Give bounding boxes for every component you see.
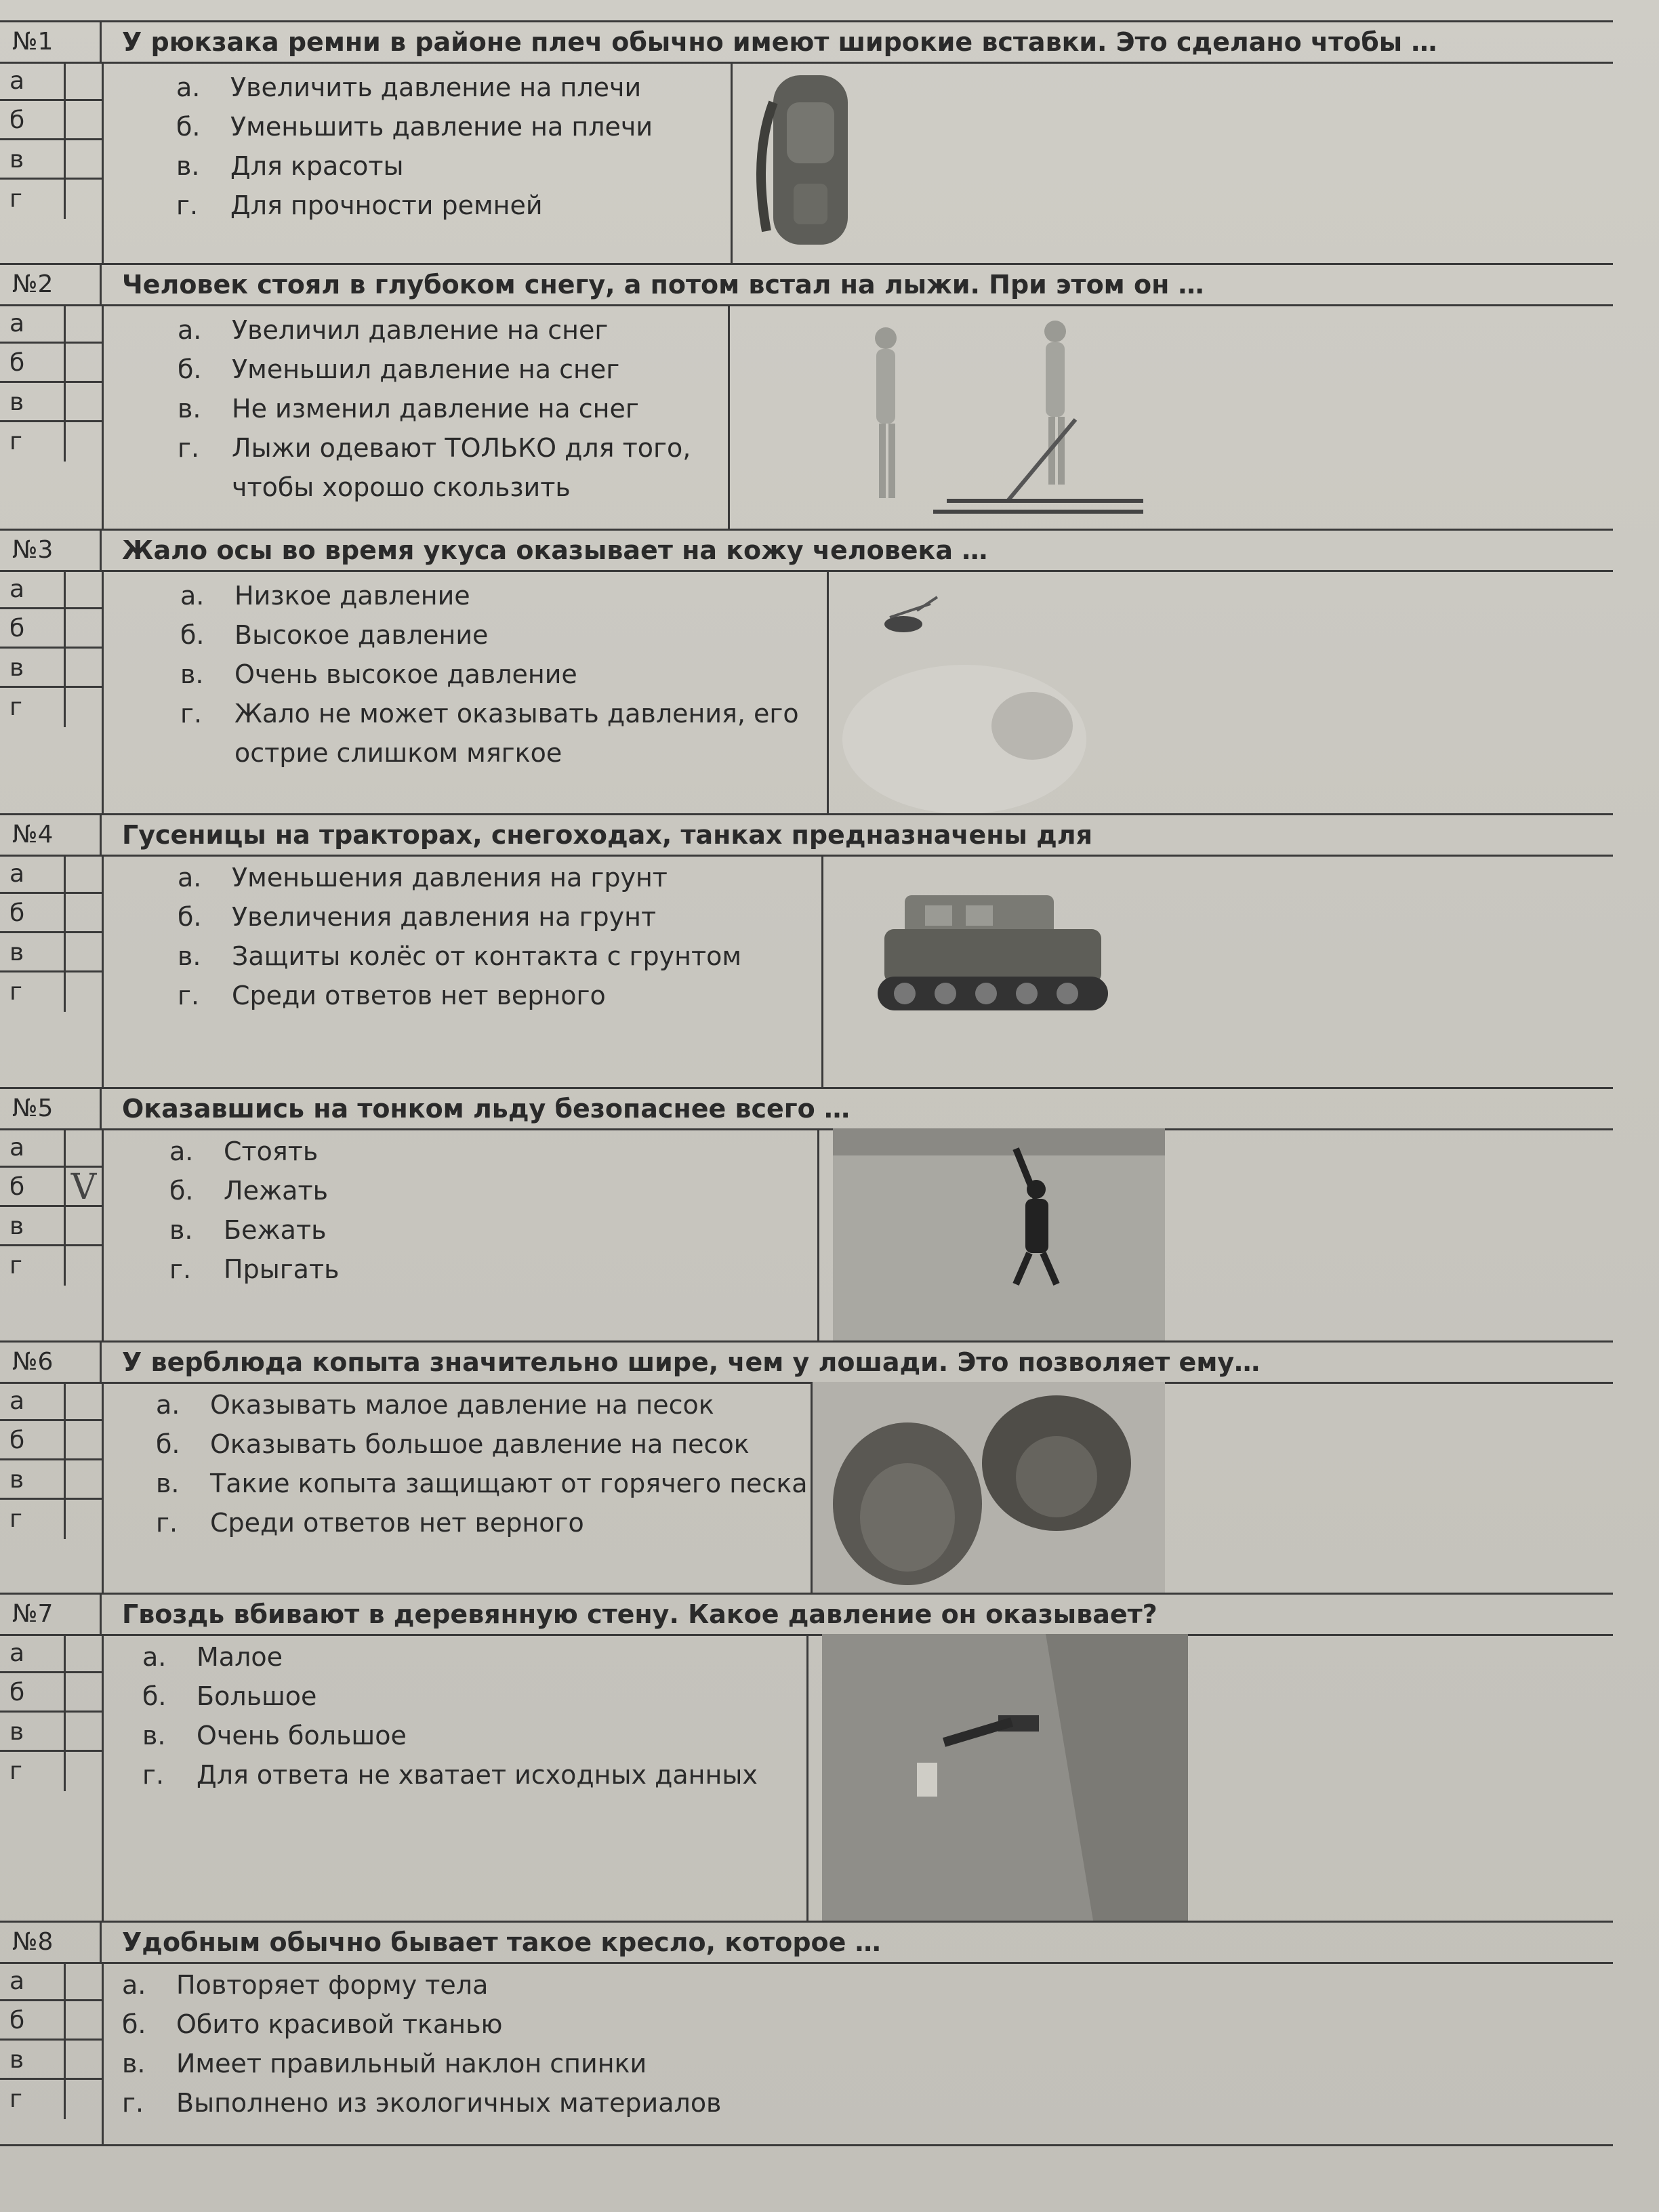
question-header xyxy=(0,1340,1613,1384)
tracked-vehicle-image xyxy=(821,855,1614,1087)
answer-box-a[interactable]: а xyxy=(0,304,102,344)
check-cell[interactable] xyxy=(64,649,102,688)
answer-letter-column xyxy=(0,62,104,263)
answer-box-b[interactable]: б V xyxy=(0,1168,102,1207)
question-number: №4 xyxy=(0,815,102,855)
check-cell[interactable] xyxy=(64,2080,102,2119)
check-cell[interactable] xyxy=(64,2001,102,2041)
question-text: У верблюда копыта значительно шире, чем у лошади. Это позволяет ему… xyxy=(122,1347,1261,1377)
answer-letter-column xyxy=(0,1382,104,1593)
check-cell[interactable] xyxy=(64,1752,102,1791)
check-mark[interactable]: V xyxy=(64,1168,102,1207)
answer-box-g[interactable]: г xyxy=(0,180,102,219)
check-cell[interactable] xyxy=(64,304,102,344)
question-text: Гвоздь вбивают в деревянную стену. Какое давление он оказывает? xyxy=(122,1599,1158,1629)
answer-letter-column xyxy=(0,1634,104,1921)
answer-box-v[interactable]: в xyxy=(0,2041,102,2080)
answer-box-b[interactable]: б xyxy=(0,344,102,383)
question-text: Гусеницы на тракторах, снегоходах, танках предназначены для xyxy=(122,820,1093,850)
check-cell[interactable] xyxy=(64,1246,102,1286)
check-cell[interactable] xyxy=(64,2041,102,2080)
question-header xyxy=(0,1593,1613,1636)
question-number: №3 xyxy=(0,531,102,570)
check-cell[interactable] xyxy=(64,1634,102,1673)
check-cell[interactable] xyxy=(64,180,102,219)
question-number: №5 xyxy=(0,1089,102,1128)
answer-box-v[interactable]: в xyxy=(0,140,102,180)
answer-box-a[interactable]: а xyxy=(0,570,102,609)
question-number: №1 xyxy=(0,22,102,62)
answer-box-v[interactable]: в xyxy=(0,649,102,688)
check-cell[interactable] xyxy=(64,422,102,462)
check-cell[interactable] xyxy=(64,1421,102,1460)
question-number: №6 xyxy=(0,1343,102,1382)
check-cell[interactable] xyxy=(64,1128,102,1168)
question-header xyxy=(0,263,1613,306)
check-cell[interactable] xyxy=(64,101,102,140)
answer-letter-column xyxy=(0,1128,104,1340)
answer-box-g[interactable]: г xyxy=(0,1246,102,1286)
question-number: №7 xyxy=(0,1595,102,1634)
answer-box-g[interactable]: г xyxy=(0,1752,102,1791)
answer-box-b[interactable]: б xyxy=(0,609,102,649)
question-text: Жало осы во время укуса оказывает на кожу человека … xyxy=(122,535,988,565)
wasp-image xyxy=(827,570,1614,813)
question-header xyxy=(0,1921,1613,1964)
answer-box-a[interactable]: а xyxy=(0,62,102,101)
skier-image xyxy=(728,304,1614,529)
check-cell[interactable] xyxy=(64,344,102,383)
question-header xyxy=(0,529,1613,572)
answer-letter-column xyxy=(0,1962,104,2144)
question-text: Оказавшись на тонком льду безопаснее всего … xyxy=(122,1094,851,1124)
question-4: №4 Гусеницы на тракторах, снегоходах, танках предназначены для а б в г а. Уменьшения давления на грунт б. Увеличения давления на грунт в. Защиты колёс от контакта с грунтом г. Среди ответов нет верного xyxy=(0,813,1613,1089)
hammer-nail-image xyxy=(806,1634,1614,1921)
thin-ice-image xyxy=(817,1128,1614,1340)
check-cell[interactable] xyxy=(64,1962,102,2001)
question-8: №8 Удобным обычно бывает такое кресло, которое … а б в г а. Повторяет форму тела б. Обито красивой тканью в. Имеет правильный наклон спинки г. Выполнено из экологичных материалов xyxy=(0,1921,1613,2146)
answer-box-v[interactable]: в xyxy=(0,1207,102,1246)
answer-box-a[interactable]: а xyxy=(0,1382,102,1421)
question-5: №5 Оказавшись на тонком льду безопаснее всего … а б V в г а. Стоять б. Лежать в. Бежать г. Прыгать xyxy=(0,1087,1613,1343)
answer-box-a[interactable]: а xyxy=(0,1128,102,1168)
check-cell[interactable] xyxy=(64,972,102,1012)
backpack-image xyxy=(731,62,1614,263)
question-1: №1 У рюкзака ремни в районе плеч обычно имеют широкие вставки. Это сделано чтобы … а б в г а. Увеличить давление на плечи б. Уменьшить давление на плечи в. Для красоты г. Для прочности ремней xyxy=(0,20,1613,265)
answer-box-a[interactable]: а xyxy=(0,1962,102,2001)
answer-box-b[interactable]: б xyxy=(0,1673,102,1713)
answer-box-b[interactable]: б xyxy=(0,2001,102,2041)
check-cell[interactable] xyxy=(64,1500,102,1539)
question-7: №7 Гвоздь вбивают в деревянную стену. Какое давление он оказывает? а б в г а. Малое б. Большое в. Очень большое г. Для ответа не хватает исходных данных xyxy=(0,1593,1613,1923)
check-cell[interactable] xyxy=(64,383,102,422)
answer-box-a[interactable]: а xyxy=(0,855,102,894)
question-header xyxy=(0,1087,1613,1130)
question-text: Удобным обычно бывает такое кресло, которое … xyxy=(122,1927,881,1957)
question-6: №6 У верблюда копыта значительно шире, чем у лошади. Это позволяет ему… а б в г а. Оказывать малое давление на песок б. Оказывать большое давление на песок в. Такие копыта защищают от горячего песка г. Среди ответов нет верного xyxy=(0,1340,1613,1595)
question-text: Человек стоял в глубоком снегу, а потом встал на лыжи. При этом он … xyxy=(122,270,1204,300)
answer-box-g[interactable]: г xyxy=(0,972,102,1012)
question-text: У рюкзака ремни в районе плеч обычно имеют широкие вставки. Это сделано чтобы … xyxy=(122,27,1437,57)
check-cell[interactable] xyxy=(64,1382,102,1421)
question-header xyxy=(0,813,1613,857)
answer-box-g[interactable]: г xyxy=(0,1500,102,1539)
answer-box-b[interactable]: б xyxy=(0,1421,102,1460)
question-number: №2 xyxy=(0,265,102,304)
check-cell[interactable] xyxy=(64,1207,102,1246)
question-3: №3 Жало осы во время укуса оказывает на кожу человека … а б в г а. Низкое давление б. Высокое давление в. Очень высокое давление г. Жало не может оказывать давления, его острие слишком мягкое xyxy=(0,529,1613,815)
check-cell[interactable] xyxy=(64,1460,102,1500)
answer-box-v[interactable]: в xyxy=(0,383,102,422)
check-cell[interactable] xyxy=(64,1713,102,1752)
answer-box-v[interactable]: в xyxy=(0,933,102,972)
check-cell[interactable] xyxy=(64,933,102,972)
check-cell[interactable] xyxy=(64,609,102,649)
answer-box-g[interactable]: г xyxy=(0,2080,102,2119)
answer-letter-column xyxy=(0,304,104,529)
check-cell[interactable] xyxy=(64,1673,102,1713)
answer-box-b[interactable]: б xyxy=(0,894,102,933)
check-cell[interactable] xyxy=(64,570,102,609)
camel-hooves-image xyxy=(811,1382,1614,1593)
check-cell[interactable] xyxy=(64,62,102,101)
answer-box-a[interactable]: а xyxy=(0,1634,102,1673)
check-cell[interactable] xyxy=(64,140,102,180)
question-header xyxy=(0,20,1613,64)
check-cell[interactable] xyxy=(64,855,102,894)
answer-letter-column xyxy=(0,855,104,1087)
question-2: №2 Человек стоял в глубоком снегу, а потом встал на лыжи. При этом он … а б в г а. Увеличил давление на снег б. Уменьшил давление на снег в. Не изменил давление на снег г. Лыжи одевают ТОЛЬКО для того, чтобы хорошо скользить xyxy=(0,263,1613,531)
answer-box-v[interactable]: в xyxy=(0,1713,102,1752)
answer-box-v[interactable]: в xyxy=(0,1460,102,1500)
answer-box-g[interactable]: г xyxy=(0,422,102,462)
question-number: №8 xyxy=(0,1923,102,1962)
answer-letter-column xyxy=(0,570,104,813)
answer-box-b[interactable]: б xyxy=(0,101,102,140)
answer-box-g[interactable]: г xyxy=(0,688,102,727)
check-cell[interactable] xyxy=(64,894,102,933)
check-cell[interactable] xyxy=(64,688,102,727)
